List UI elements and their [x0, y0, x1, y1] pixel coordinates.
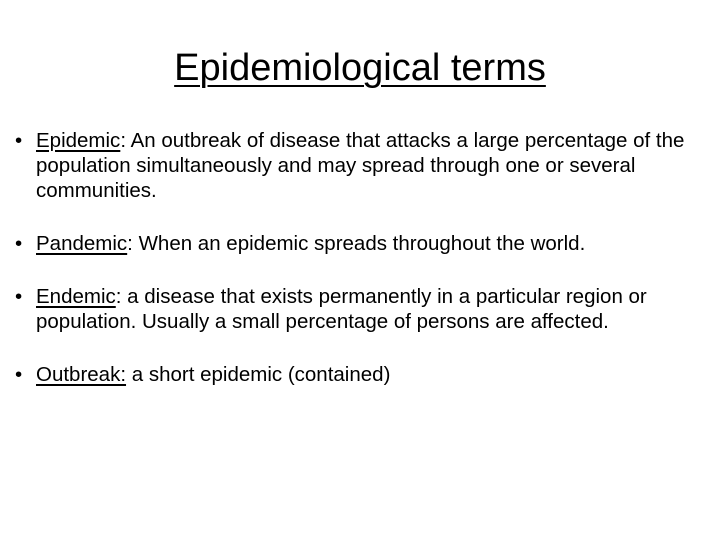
slide-title [0, 44, 720, 92]
bullet-item-outbreak [15, 362, 700, 387]
term-pandemic: Pandemic [36, 232, 128, 255]
slide-title-text: Epidemiological terms [174, 47, 546, 89]
bullet-item-epidemic [15, 128, 700, 203]
bullet-icon: • [15, 129, 23, 152]
bullet-icon: • [15, 285, 23, 308]
term-epidemic: Epidemic [36, 129, 121, 152]
term-endemic: Endemic [36, 285, 116, 308]
term-outbreak: Outbreak: [36, 363, 127, 386]
bullet-item-pandemic [15, 231, 700, 256]
definition-endemic: : a disease that exists permanently in a particular region or population. Usually a small percentage of persons are affected. [36, 285, 647, 333]
bullet-icon: • [15, 232, 23, 255]
definition-outbreak: a short epidemic (contained) [126, 363, 391, 386]
bullet-list [15, 128, 700, 415]
definition-pandemic: : When an epidemic spreads throughout the world. [127, 232, 586, 255]
definition-epidemic: : An outbreak of disease that attacks a large percentage of the population simultaneously and may spread through one or several communities. [36, 129, 685, 202]
bullet-item-endemic [15, 284, 700, 334]
bullet-icon: • [15, 363, 23, 386]
